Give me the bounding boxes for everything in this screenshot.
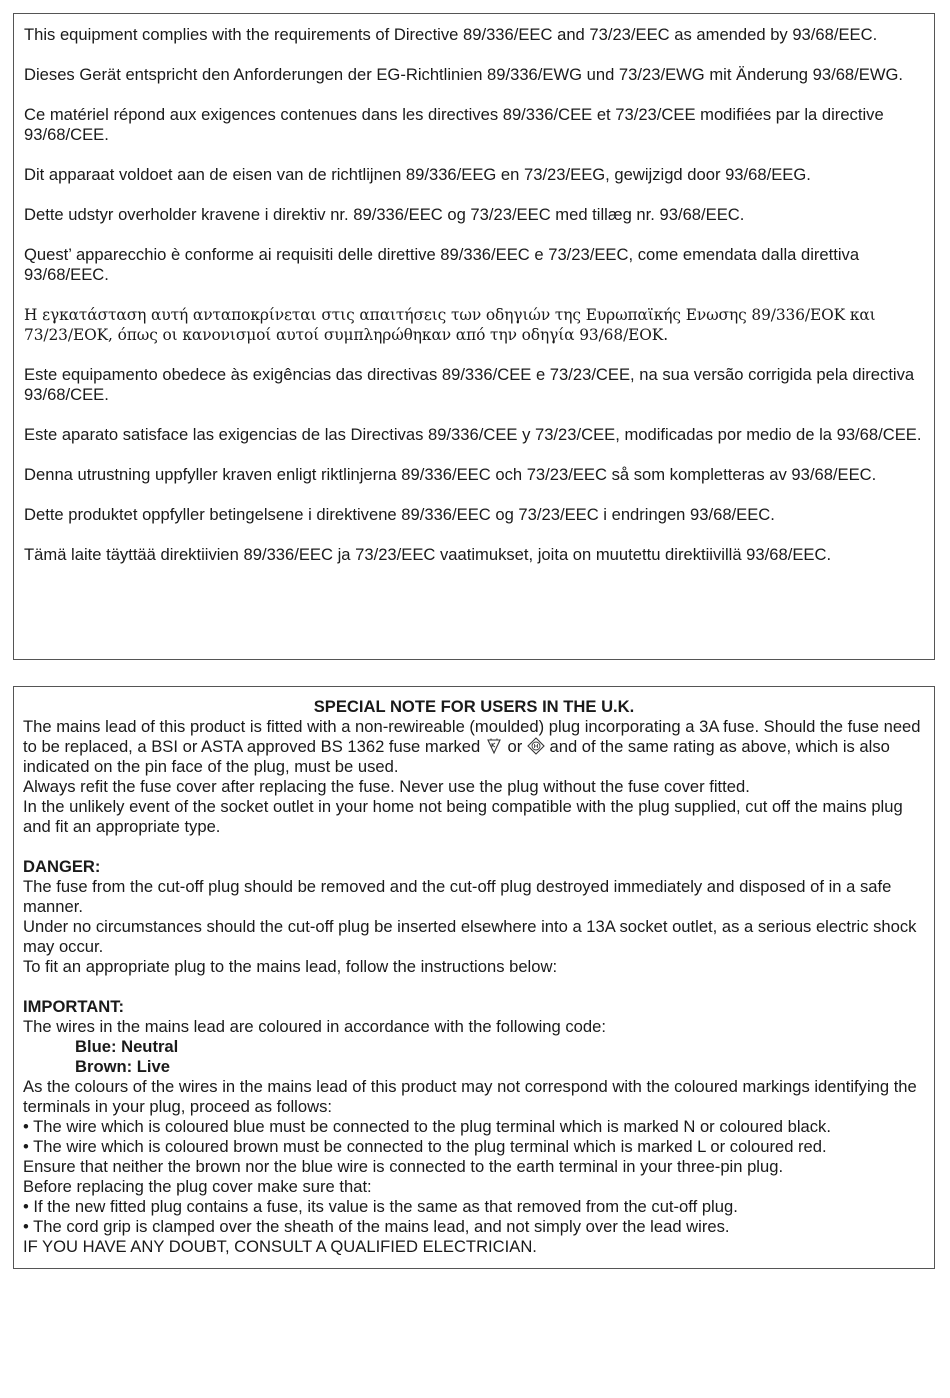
uk-special-note-box — [13, 686, 935, 1269]
fuse-text-part-1: The mains lead of this product is fitted with a non-rewireable (moulded) plug incorporating a 3A fuse. Should the fuse need to be replaced, a BSI or ASTA approved BS 1362 fuse marked — [23, 717, 921, 756]
compliance-greek: Η εγκατάσταση αυτή ανταποκρίνεται στις απαιτήσεις των οδηγιών της Ευρωπαϊκής Ενωσης 89/336/ΕΟΚ και 73/23/ΕΟΚ, όπως οι κανονισμοί αυτοί συμπληρώθηκαν από την οδηγία 93/68/ΕΟΚ. — [24, 306, 876, 344]
compliance-danish: Dette udstyr overholder kravene i direktiv nr. 89/336/EEC og 73/23/EEC med tillæg nr. 93/68/EEC. — [24, 205, 745, 224]
bsi-kitemark-icon — [485, 737, 503, 755]
compliance-french: Ce matériel répond aux exigences contenues dans les directives 89/336/CEE et 73/23/CEE modifiées par la directive 93/68/CEE. — [24, 105, 884, 144]
compliance-statement-box — [13, 13, 935, 660]
compliance-swedish: Denna utrustning uppfyller kraven enligt riktlinjerna 89/336/EEC och 73/23/EEC så som kompletteras av 93/68/EEC. — [24, 465, 877, 484]
danger-text-1: The fuse from the cut-off plug should be removed and the cut-off plug destroyed immediately and disposed of in a safe manner. — [23, 877, 892, 916]
fuse-text-part-2: and of the same rating as above, which is also indicated on the pin face of the plug, must be used. — [23, 737, 890, 776]
compliance-english: This equipment complies with the requirements of Directive 89/336/EEC and 73/23/EEC as amended by 93/68/EEC. — [24, 25, 878, 44]
bullet-brown-wire: • The wire which is coloured brown must be connected to the plug terminal which is marked L or coloured red. — [23, 1137, 827, 1156]
compliance-spanish: Este aparato satisface las exigencias de las Directivas 89/336/CEE y 73/23/CEE, modificadas por medio de la 93/68/CEE. — [24, 425, 922, 444]
compliance-finnish: Tämä laite täyttää direktiivien 89/336/EEC ja 73/23/EEC vaatimukset, joita on muutettu direktiivillä 93/68/EEC. — [24, 545, 832, 564]
asta-mark-icon — [527, 737, 545, 755]
incompatible-socket-text: In the unlikely event of the socket outlet in your home not being compatible with the plug supplied, cut off the mains plug and fit an appropriate type. — [23, 797, 903, 836]
earth-terminal-warning: Ensure that neither the brown nor the blue wire is connected to the earth terminal in your three-pin plug. — [23, 1157, 784, 1176]
danger-text-2: Under no circumstances should the cut-off plug be inserted elsewhere into a 13A socket outlet, as a serious electric shock may occur. — [23, 917, 917, 956]
blue-wire-code: Blue: Neutral — [75, 1037, 179, 1056]
consult-electrician-text: IF YOU HAVE ANY DOUBT, CONSULT A QUALIFIED ELECTRICIAN. — [23, 1237, 537, 1256]
compliance-german: Dieses Gerät entspricht den Anforderungen der EG-Richtlinien 89/336/EWG und 73/23/EWG mit Änderung 93/68/EWG. — [24, 65, 904, 84]
before-replacing-text: Before replacing the plug cover make sure that: — [23, 1177, 372, 1196]
danger-heading: DANGER: — [23, 857, 101, 876]
danger-text-3: To fit an appropriate plug to the mains lead, follow the instructions below: — [23, 957, 558, 976]
bullet-cord-grip: • The cord grip is clamped over the sheath of the mains lead, and not simply over the lead wires. — [23, 1217, 730, 1236]
important-heading: IMPORTANT: — [23, 997, 125, 1016]
fuse-replacement-paragraph — [23, 717, 925, 777]
refit-fuse-cover-text: Always refit the fuse cover after replacing the fuse. Never use the plug without the fuse cover fitted. — [23, 777, 750, 796]
important-text-1: The wires in the mains lead are coloured in accordance with the following code: — [23, 1017, 606, 1036]
uk-note-title: SPECIAL NOTE FOR USERS IN THE U.K. — [313, 697, 635, 716]
compliance-dutch: Dit apparaat voldoet aan de eisen van de richtlijnen 89/336/EEG en 73/23/EEG, gewijzigd door 93/68/EEG. — [24, 165, 811, 184]
important-text-2: As the colours of the wires in the mains lead of this product may not correspond with the coloured markings identifying the terminals in your plug, proceed as follows: — [23, 1077, 917, 1116]
bullet-blue-wire: • The wire which is coloured blue must be connected to the plug terminal which is marked N or coloured black. — [23, 1117, 831, 1136]
compliance-norwegian: Dette produktet oppfyller betingelsene i direktivene 89/336/EEC og 73/23/EEC i endringen 93/68/EEC. — [24, 505, 775, 524]
bullet-fuse-value: • If the new fitted plug contains a fuse, its value is the same as that removed from the cut-off plug. — [23, 1197, 738, 1216]
compliance-portuguese: Este equipamento obedece às exigências das directivas 89/336/CEE e 73/23/CEE, na sua versão corrigida pela directiva 93/68/CEE. — [24, 365, 915, 404]
brown-wire-code: Brown: Live — [75, 1057, 170, 1076]
fuse-text-or: or — [507, 737, 523, 756]
compliance-italian: Quest’ apparecchio è conforme ai requisiti delle direttive 89/336/EEC e 73/23/EEC, come emendata dalla direttiva 93/68/EEC. — [24, 245, 860, 284]
